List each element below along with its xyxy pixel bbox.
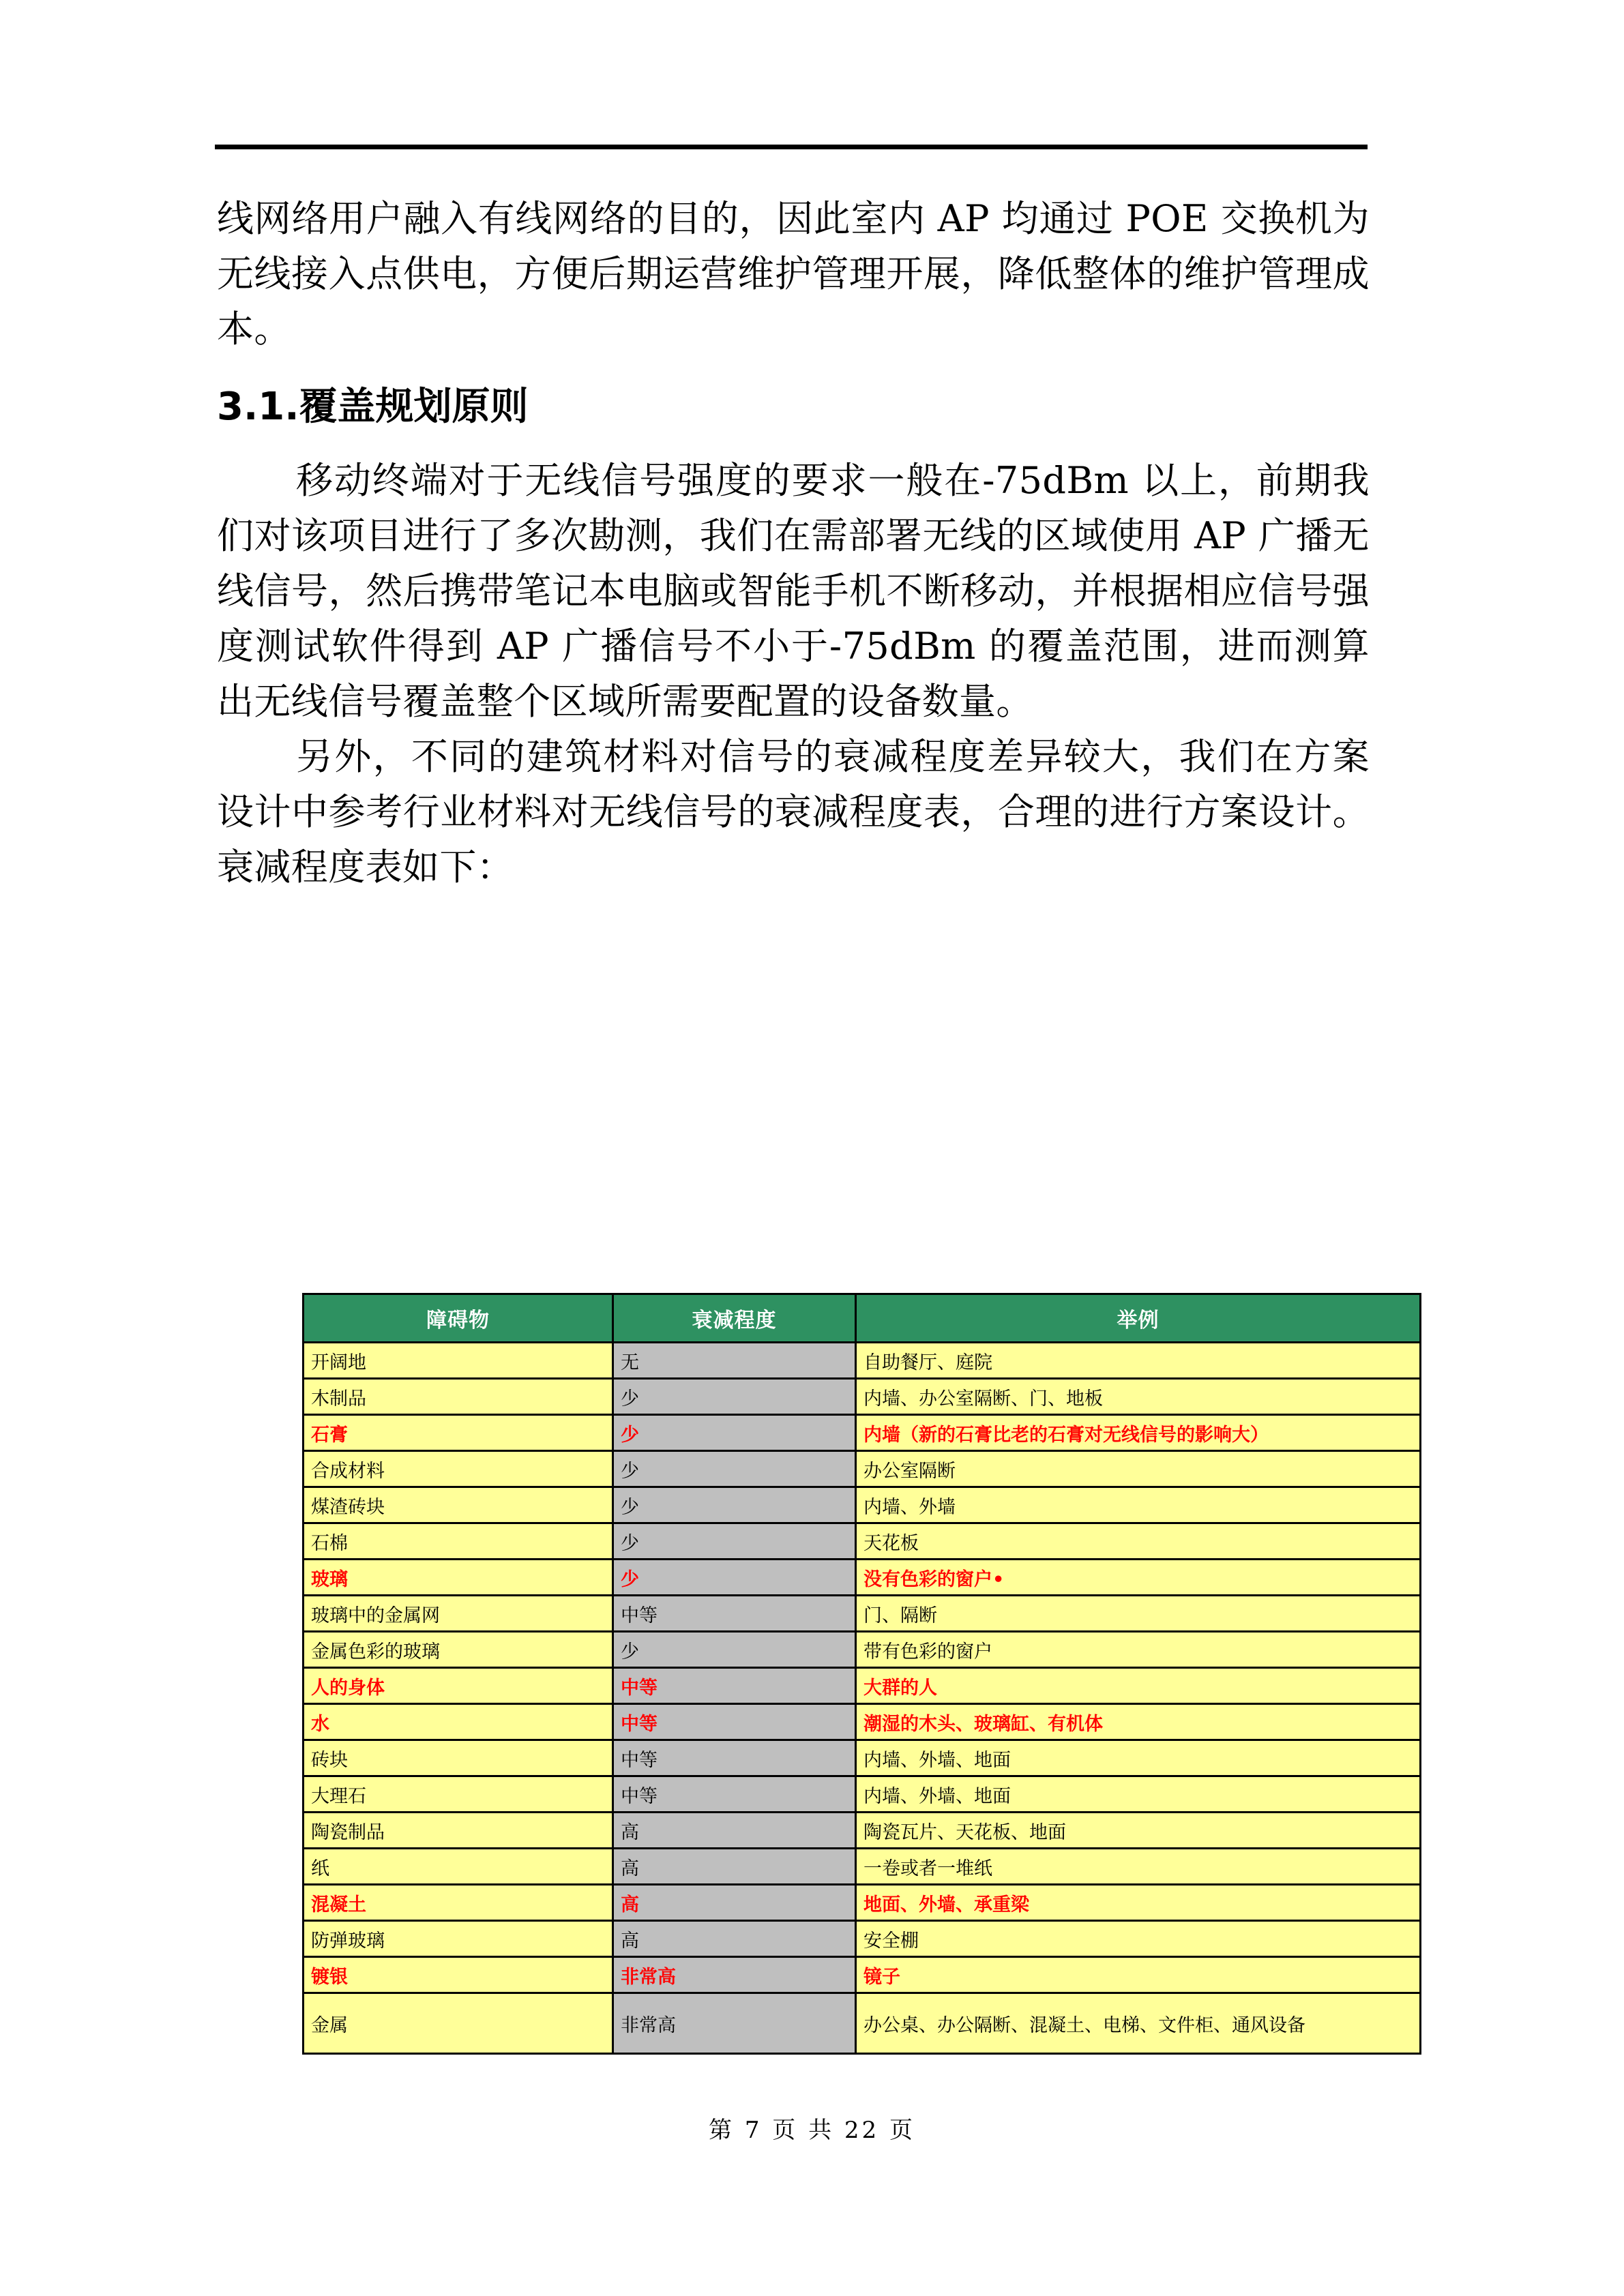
cell-attenuation: 无	[613, 1343, 856, 1379]
cell-attenuation: 高	[613, 1921, 856, 1957]
paragraph-continued: 线网络用户融入有线网络的目的，因此室内 AP 均通过 POE 交换机为无线接入点供电，方便后期运营维护管理开展，降低整体的维护管理成本。	[217, 197, 1370, 351]
table-row	[304, 1487, 1421, 1523]
table-row	[304, 1704, 1421, 1740]
cell-example: 内墙、办公室隔断、门、地板	[856, 1379, 1421, 1415]
cell-example: 办公桌、办公隔断、混凝土、电梯、文件柜、通风设备	[856, 1993, 1421, 2054]
cell-obstacle: 煤渣砖块	[304, 1487, 613, 1523]
cell-obstacle: 玻璃中的金属网	[304, 1596, 613, 1632]
cell-example: 办公室隔断	[856, 1451, 1421, 1487]
table-row	[304, 1668, 1421, 1704]
cell-attenuation: 高	[613, 1849, 856, 1885]
page-footer: 第 7 页 共 22 页	[709, 2117, 915, 2144]
paragraph-materials: 另外，不同的建筑材料对信号的衰减程度差异较大，我们在方案设计中参考行业材料对无线信号的衰减程度表，合理的进行方案设计。衰减程度表如下：	[217, 735, 1370, 889]
cell-example: 内墙（新的石膏比老的石膏对无线信号的影响大）	[856, 1415, 1421, 1451]
cell-example: 内墙、外墙、地面	[856, 1776, 1421, 1813]
cell-example: 陶瓷瓦片、天花板、地面	[856, 1813, 1421, 1849]
cell-example: 地面、外墙、承重梁	[856, 1885, 1421, 1921]
cell-obstacle: 陶瓷制品	[304, 1813, 613, 1849]
section-heading: 3.1.覆盖规划原则	[217, 385, 529, 429]
cell-attenuation: 少	[613, 1523, 856, 1560]
cell-example: 带有色彩的窗户	[856, 1632, 1421, 1668]
table-header-row	[304, 1294, 1421, 1343]
cell-attenuation: 中等	[613, 1596, 856, 1632]
cell-attenuation: 少	[613, 1560, 856, 1596]
cell-obstacle: 混凝土	[304, 1885, 613, 1921]
cell-attenuation: 非常高	[613, 1957, 856, 1993]
table-body	[304, 1343, 1421, 2054]
table-row	[304, 1560, 1421, 1596]
table-row	[304, 1379, 1421, 1415]
cell-attenuation: 少	[613, 1379, 856, 1415]
table-row	[304, 1813, 1421, 1849]
cell-attenuation: 中等	[613, 1668, 856, 1704]
cell-obstacle: 玻璃	[304, 1560, 613, 1596]
cell-attenuation: 少	[613, 1415, 856, 1451]
table-row	[304, 1849, 1421, 1885]
page-content	[217, 191, 1370, 895]
column-header-obstacle: 障碍物	[304, 1294, 613, 1343]
cell-example: 没有色彩的窗户•	[856, 1560, 1421, 1596]
cell-obstacle: 石膏	[304, 1415, 613, 1451]
table-row	[304, 1993, 1421, 2054]
cell-obstacle: 镀银	[304, 1957, 613, 1993]
cell-example: 安全棚	[856, 1921, 1421, 1957]
cell-obstacle: 砖块	[304, 1740, 613, 1776]
cell-example: 潮湿的木头、玻璃缸、有机体	[856, 1704, 1421, 1740]
cell-example: 内墙、外墙	[856, 1487, 1421, 1523]
cell-attenuation: 非常高	[613, 1993, 856, 2054]
cell-obstacle: 大理石	[304, 1776, 613, 1813]
cell-obstacle: 纸	[304, 1849, 613, 1885]
column-header-example: 举例	[856, 1294, 1421, 1343]
cell-attenuation: 中等	[613, 1740, 856, 1776]
attenuation-table	[302, 1293, 1421, 2055]
cell-obstacle: 防弹玻璃	[304, 1921, 613, 1957]
table-row	[304, 1451, 1421, 1487]
cell-obstacle: 人的身体	[304, 1668, 613, 1704]
table-row	[304, 1957, 1421, 1993]
cell-example: 大群的人	[856, 1668, 1421, 1704]
cell-obstacle: 石棉	[304, 1523, 613, 1560]
table-row	[304, 1343, 1421, 1379]
attenuation-table-wrapper	[302, 1293, 1419, 2055]
cell-example: 镜子	[856, 1957, 1421, 1993]
table-row	[304, 1596, 1421, 1632]
table-row	[304, 1415, 1421, 1451]
cell-attenuation: 少	[613, 1451, 856, 1487]
cell-example: 自助餐厅、庭院	[856, 1343, 1421, 1379]
cell-obstacle: 水	[304, 1704, 613, 1740]
cell-attenuation: 少	[613, 1487, 856, 1523]
cell-attenuation: 高	[613, 1813, 856, 1849]
cell-example: 天花板	[856, 1523, 1421, 1560]
table-row	[304, 1776, 1421, 1813]
cell-example: 一卷或者一堆纸	[856, 1849, 1421, 1885]
table-row	[304, 1523, 1421, 1560]
table-row	[304, 1885, 1421, 1921]
table-row	[304, 1740, 1421, 1776]
header-divider-rule	[215, 145, 1368, 149]
table-row	[304, 1921, 1421, 1957]
cell-obstacle: 金属色彩的玻璃	[304, 1632, 613, 1668]
cell-attenuation: 少	[613, 1632, 856, 1668]
cell-attenuation: 中等	[613, 1704, 856, 1740]
column-header-attenuation: 衰减程度	[613, 1294, 856, 1343]
cell-example: 内墙、外墙、地面	[856, 1740, 1421, 1776]
cell-attenuation: 高	[613, 1885, 856, 1921]
cell-obstacle: 合成材料	[304, 1451, 613, 1487]
cell-obstacle: 木制品	[304, 1379, 613, 1415]
cell-example: 门、隔断	[856, 1596, 1421, 1632]
cell-obstacle: 开阔地	[304, 1343, 613, 1379]
paragraph-signal-strength: 移动终端对于无线信号强度的要求一般在-75dBm 以上，前期我们对该项目进行了多次勘测，我们在需部署无线的区域使用 AP 广播无线信号，然后携带笔记本电脑或智能手机不断移动，并根据相应信号强度测试软件得到 AP 广播信号不小于-75dBm 的覆盖范围，进而测算出无线信号覆盖整个区域所需要配置的设备数量。	[217, 459, 1370, 724]
cell-attenuation: 中等	[613, 1776, 856, 1813]
table-row	[304, 1632, 1421, 1668]
table-head	[304, 1294, 1421, 1343]
cell-obstacle: 金属	[304, 1993, 613, 2054]
